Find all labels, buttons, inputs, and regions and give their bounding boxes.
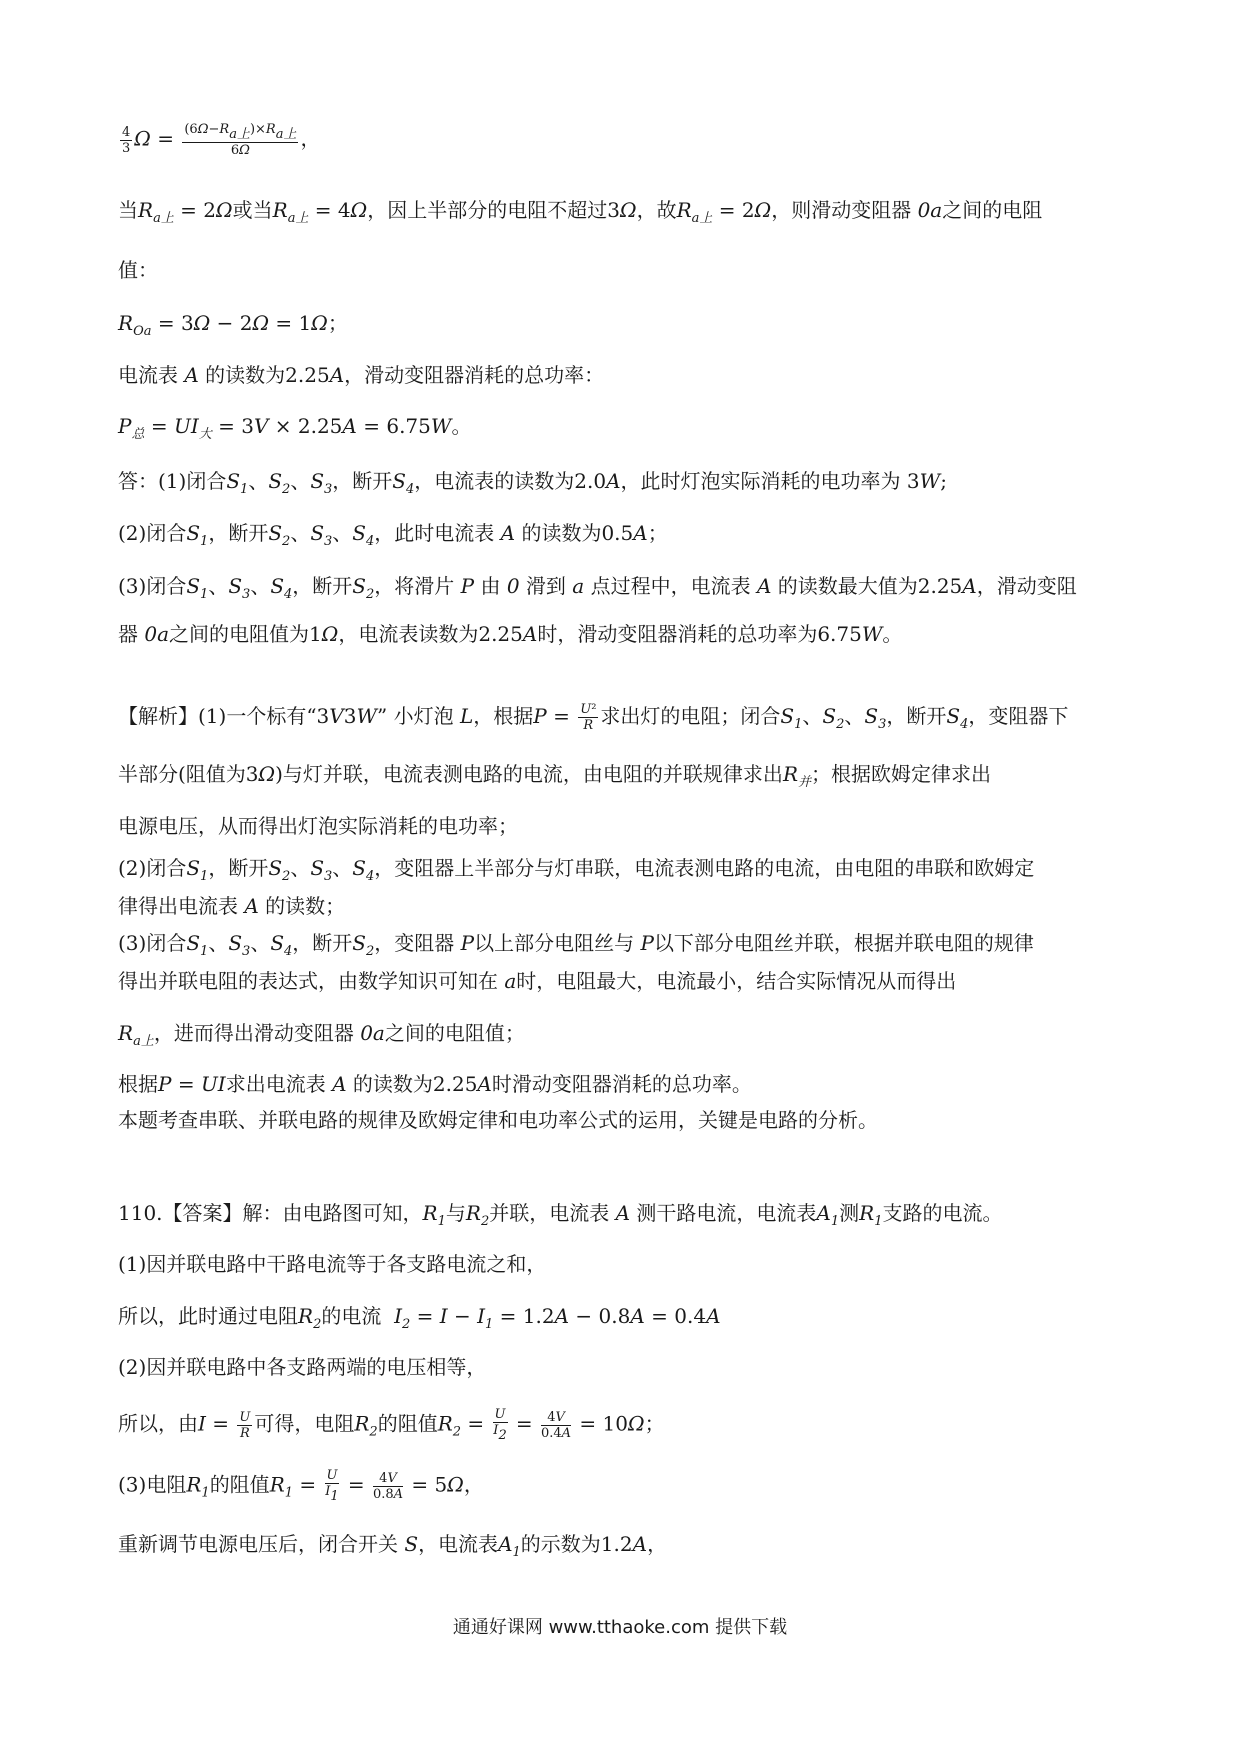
text-line: 得出并联电阻的表达式，由数学知识可知在 a时，电阻最大，电流最小，结合实际情况从而得出 (118, 969, 957, 993)
text-line: (2)闭合$S_1$，断开$S_2$、$S_3$、$S_4$，此时电流表 A 的读数为0.5A； (118, 521, 668, 549)
text-line: 110.【答案】解：由电路图可知，$R_1$与$R_2$并联，电流表 A 测干路电流，电流表$A_1$测$R_1$支路的电流。 (118, 1201, 1003, 1229)
text-line: $\frac{4}{3}$ Ω = $\frac{(6\Omega-R_{a上})\times R_{a上}}{6\Omega}$ ， (122, 122, 321, 158)
text-line: 电流表 A 的读数为2.25A，滑动变阻器消耗的总功率： (118, 363, 605, 387)
text-line: 答：(1)闭合$S_1$、$S_2$、$S_3$，断开$S_4$，电流表的读数为2.0A，此时灯泡实际消耗的电功率为 3W; (118, 469, 947, 497)
text-line: 【解析】(1)一个标有“3V3W” 小灯泡 L，根据P = $\frac{\text{U²}}{R}$ 求出灯的电阻；闭合$S_1$、$S_2$、$S_3$，断开$S_4$，变阻器下 (118, 702, 1069, 733)
text-line: 本题考查串联、并联电路的规律及欧姆定律和电功率公式的运用，关键是电路的分析。 (118, 1108, 878, 1132)
text-line: (3)闭合$S_1$、$S_3$、$S_4$，断开$S_2$，变阻器 P以上部分电阻丝与 P以下部分电阻丝并联，根据并联电阻的规律 (118, 931, 1034, 959)
text-line: 重新调节电源电压后，闭合开关 S，电流表$A_1$的示数为1.2A， (118, 1532, 668, 1560)
text-line: (2)闭合$S_1$，断开$S_2$、$S_3$、$S_4$，变阻器上半部分与灯串联，电流表测电路的电流，由电阻的串联和欧姆定 (118, 856, 1035, 884)
line-text (0, 0, 1, 1)
text-line: (1)因并联电路中干路电流等于各支路电流之和， (118, 1252, 547, 1276)
text-line: (3)闭合$S_1$、$S_3$、$S_4$，断开$S_2$，将滑片 P 由 0 滑到 a 点过程中，电流表 A 的读数最大值为2.25A，滑动变阻 (118, 574, 1077, 602)
text-line: 电源电压，从而得出灯泡实际消耗的电功率； (118, 814, 518, 838)
text-line: $R_{Oa} = 3\Omega - 2\Omega = 1\Omega$； (118, 311, 348, 339)
text-line: $P_总 = UI_大 = 3V \times 2.25A = 6.75W$。 (118, 414, 472, 442)
text-line: (2)因并联电路中各支路两端的电压相等， (118, 1355, 487, 1379)
text-line: 所以，此时通过电阻$R_2$的电流 $I_2 = I - I_1 = 1.2A - 0.8A = 0.4A$ (118, 1304, 721, 1332)
text-line: 根据P = UI求出电流表 A 的读数为2.25A时滑动变阻器消耗的总功率。 (118, 1072, 752, 1096)
text-line: (3)电阻$R_1$的阻值$R_1$ = $\frac{U}{I_1}$ = $\frac{4V}{0.8A}$ = 5Ω， (118, 1468, 484, 1504)
text-line: 律得出电流表 A 的读数； (118, 894, 346, 918)
text-line: 半部分(阻值为3Ω)与灯并联，电流表测电路的电流，由电阻的并联规律求出$R_并$；根据欧姆定律求出 (118, 762, 992, 790)
line-text-bindings (0, 0, 1, 1)
text-line: 所以，由I = $\frac{U}{R}$ 可得，电阻$R_2$的阻值$R_2$ = $\frac{U}{I_2}$ = $\frac{4V}{0.4A}$ = 10Ω； (118, 1407, 665, 1443)
page-footer: 通通好课网 www.tthaoke.com 提供下载 (452, 1617, 788, 1638)
text-line: 值： (118, 258, 158, 282)
text-line: $R_{a上}$，进而得出滑动变阻器 0a之间的电阻值； (118, 1021, 525, 1049)
text-line: 当$R_{a上} = 2\Omega$或当$R_{a上} = 4\Omega$，因上半部分的电阻不超过3Ω，故$R_{a上} = 2\Omega$，则滑动变阻器 0a之间的电阻 (118, 198, 1043, 226)
text-line: 器 0a之间的电阻值为1Ω，电流表读数为2.25A时，滑动变阻器消耗的总功率为6.75W。 (118, 622, 903, 646)
